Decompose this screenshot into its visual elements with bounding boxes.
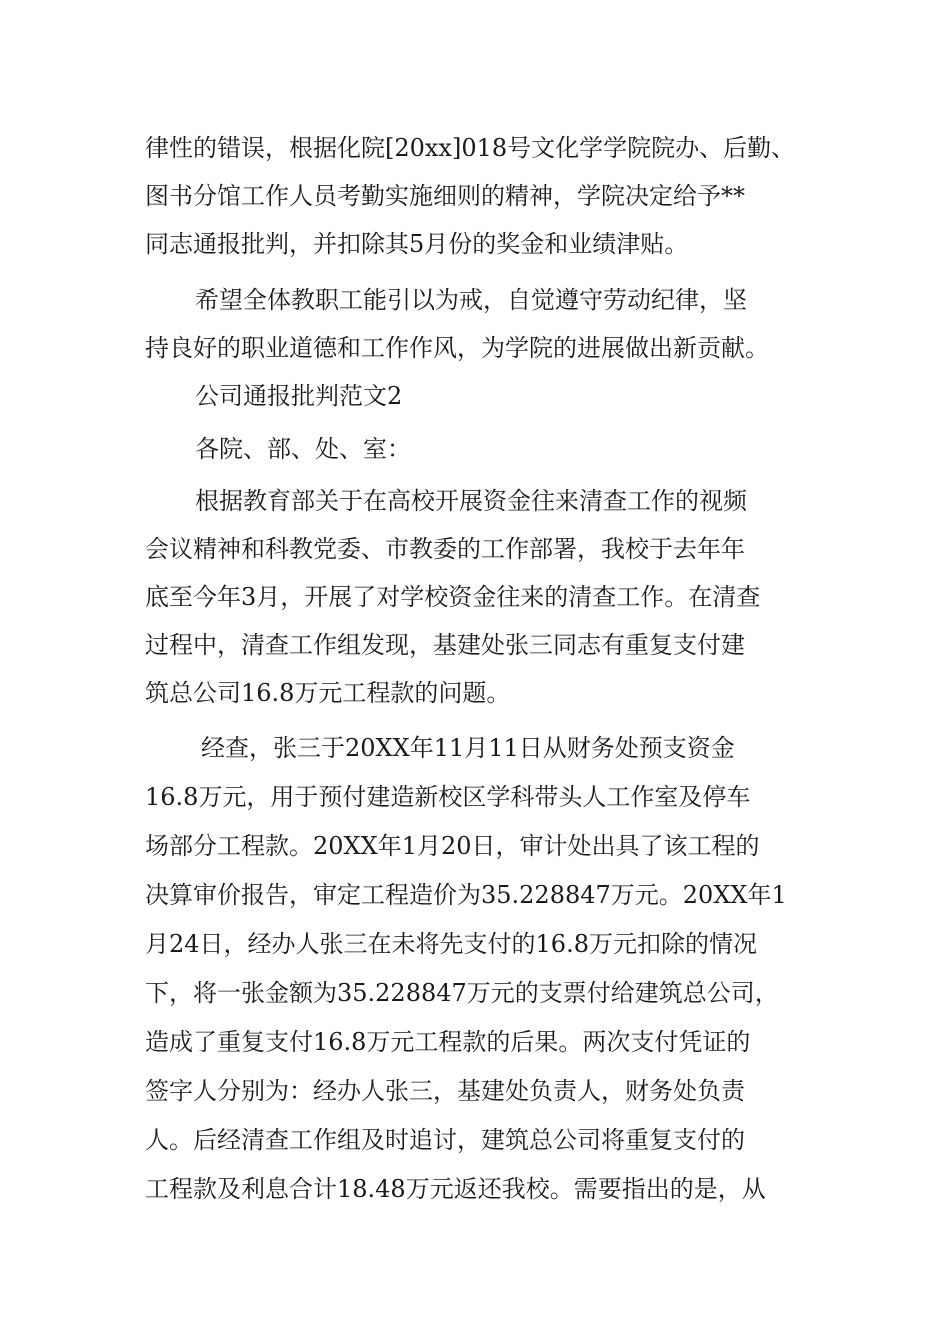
text-line: 工程款及利息合计18.48万元返还我校。需要指出的是，从 <box>145 1175 766 1203</box>
text-line: 签字人分别为：经办人张三，基建处负责人，财务处负责 <box>145 1077 745 1105</box>
text-line: 持良好的职业道德和工作作风，为学院的进展做出新贡献。 <box>145 334 769 362</box>
text-line: 同志通报批判，并扣除其5月份的奖金和业绩津贴。 <box>145 230 689 258</box>
text-line: 律性的错误，根据化院[20xx]018号文化学学院院办、后勤、 <box>145 134 796 162</box>
text-line: 场部分工程款。20XX年1月20日，审计处出具了该工程的 <box>145 832 760 860</box>
text-line: 16.8万元，用于预付建造新校区学科带头人工作室及停车 <box>145 783 751 811</box>
text-line: 月24日，经办人张三在未将先支付的16.8万元扣除的情况 <box>145 930 757 958</box>
salutation: 各院、部、处、室： <box>195 435 411 463</box>
section-title: 公司通报批判范文2 <box>195 382 403 410</box>
text-line: 图书分馆工作人员考勤实施细则的精神，学院决定给予** <box>145 182 745 210</box>
text-line: 决算审价报告，审定工程造价为35.228847万元。20XX年1 <box>145 881 787 909</box>
text-line: 经查，张三于20XX年11月11日从财务处预支资金 <box>201 734 735 762</box>
text-line: 造成了重复支付16.8万元工程款的后果。两次支付凭证的 <box>145 1028 751 1056</box>
text-line: 下，将一张金额为35.228847万元的支票付给建筑总公司， <box>145 979 779 1007</box>
text-line: 人。后经清查工作组及时追讨，建筑总公司将重复支付的 <box>145 1126 745 1154</box>
text-line: 会议精神和科教党委、市教委的工作部署，我校于去年年 <box>145 535 745 563</box>
text-line: 过程中，清查工作组发现，基建处张三同志有重复支付建 <box>145 631 745 659</box>
text-line: 筑总公司16.8万元工程款的问题。 <box>145 679 511 707</box>
text-line: 希望全体教职工能引以为戒，自觉遵守劳动纪律，坚 <box>195 286 747 314</box>
text-line: 底至今年3月，开展了对学校资金往来的清查工作。在清查 <box>145 583 761 611</box>
text-line: 根据教育部关于在高校开展资金往来清查工作的视频 <box>195 487 747 515</box>
